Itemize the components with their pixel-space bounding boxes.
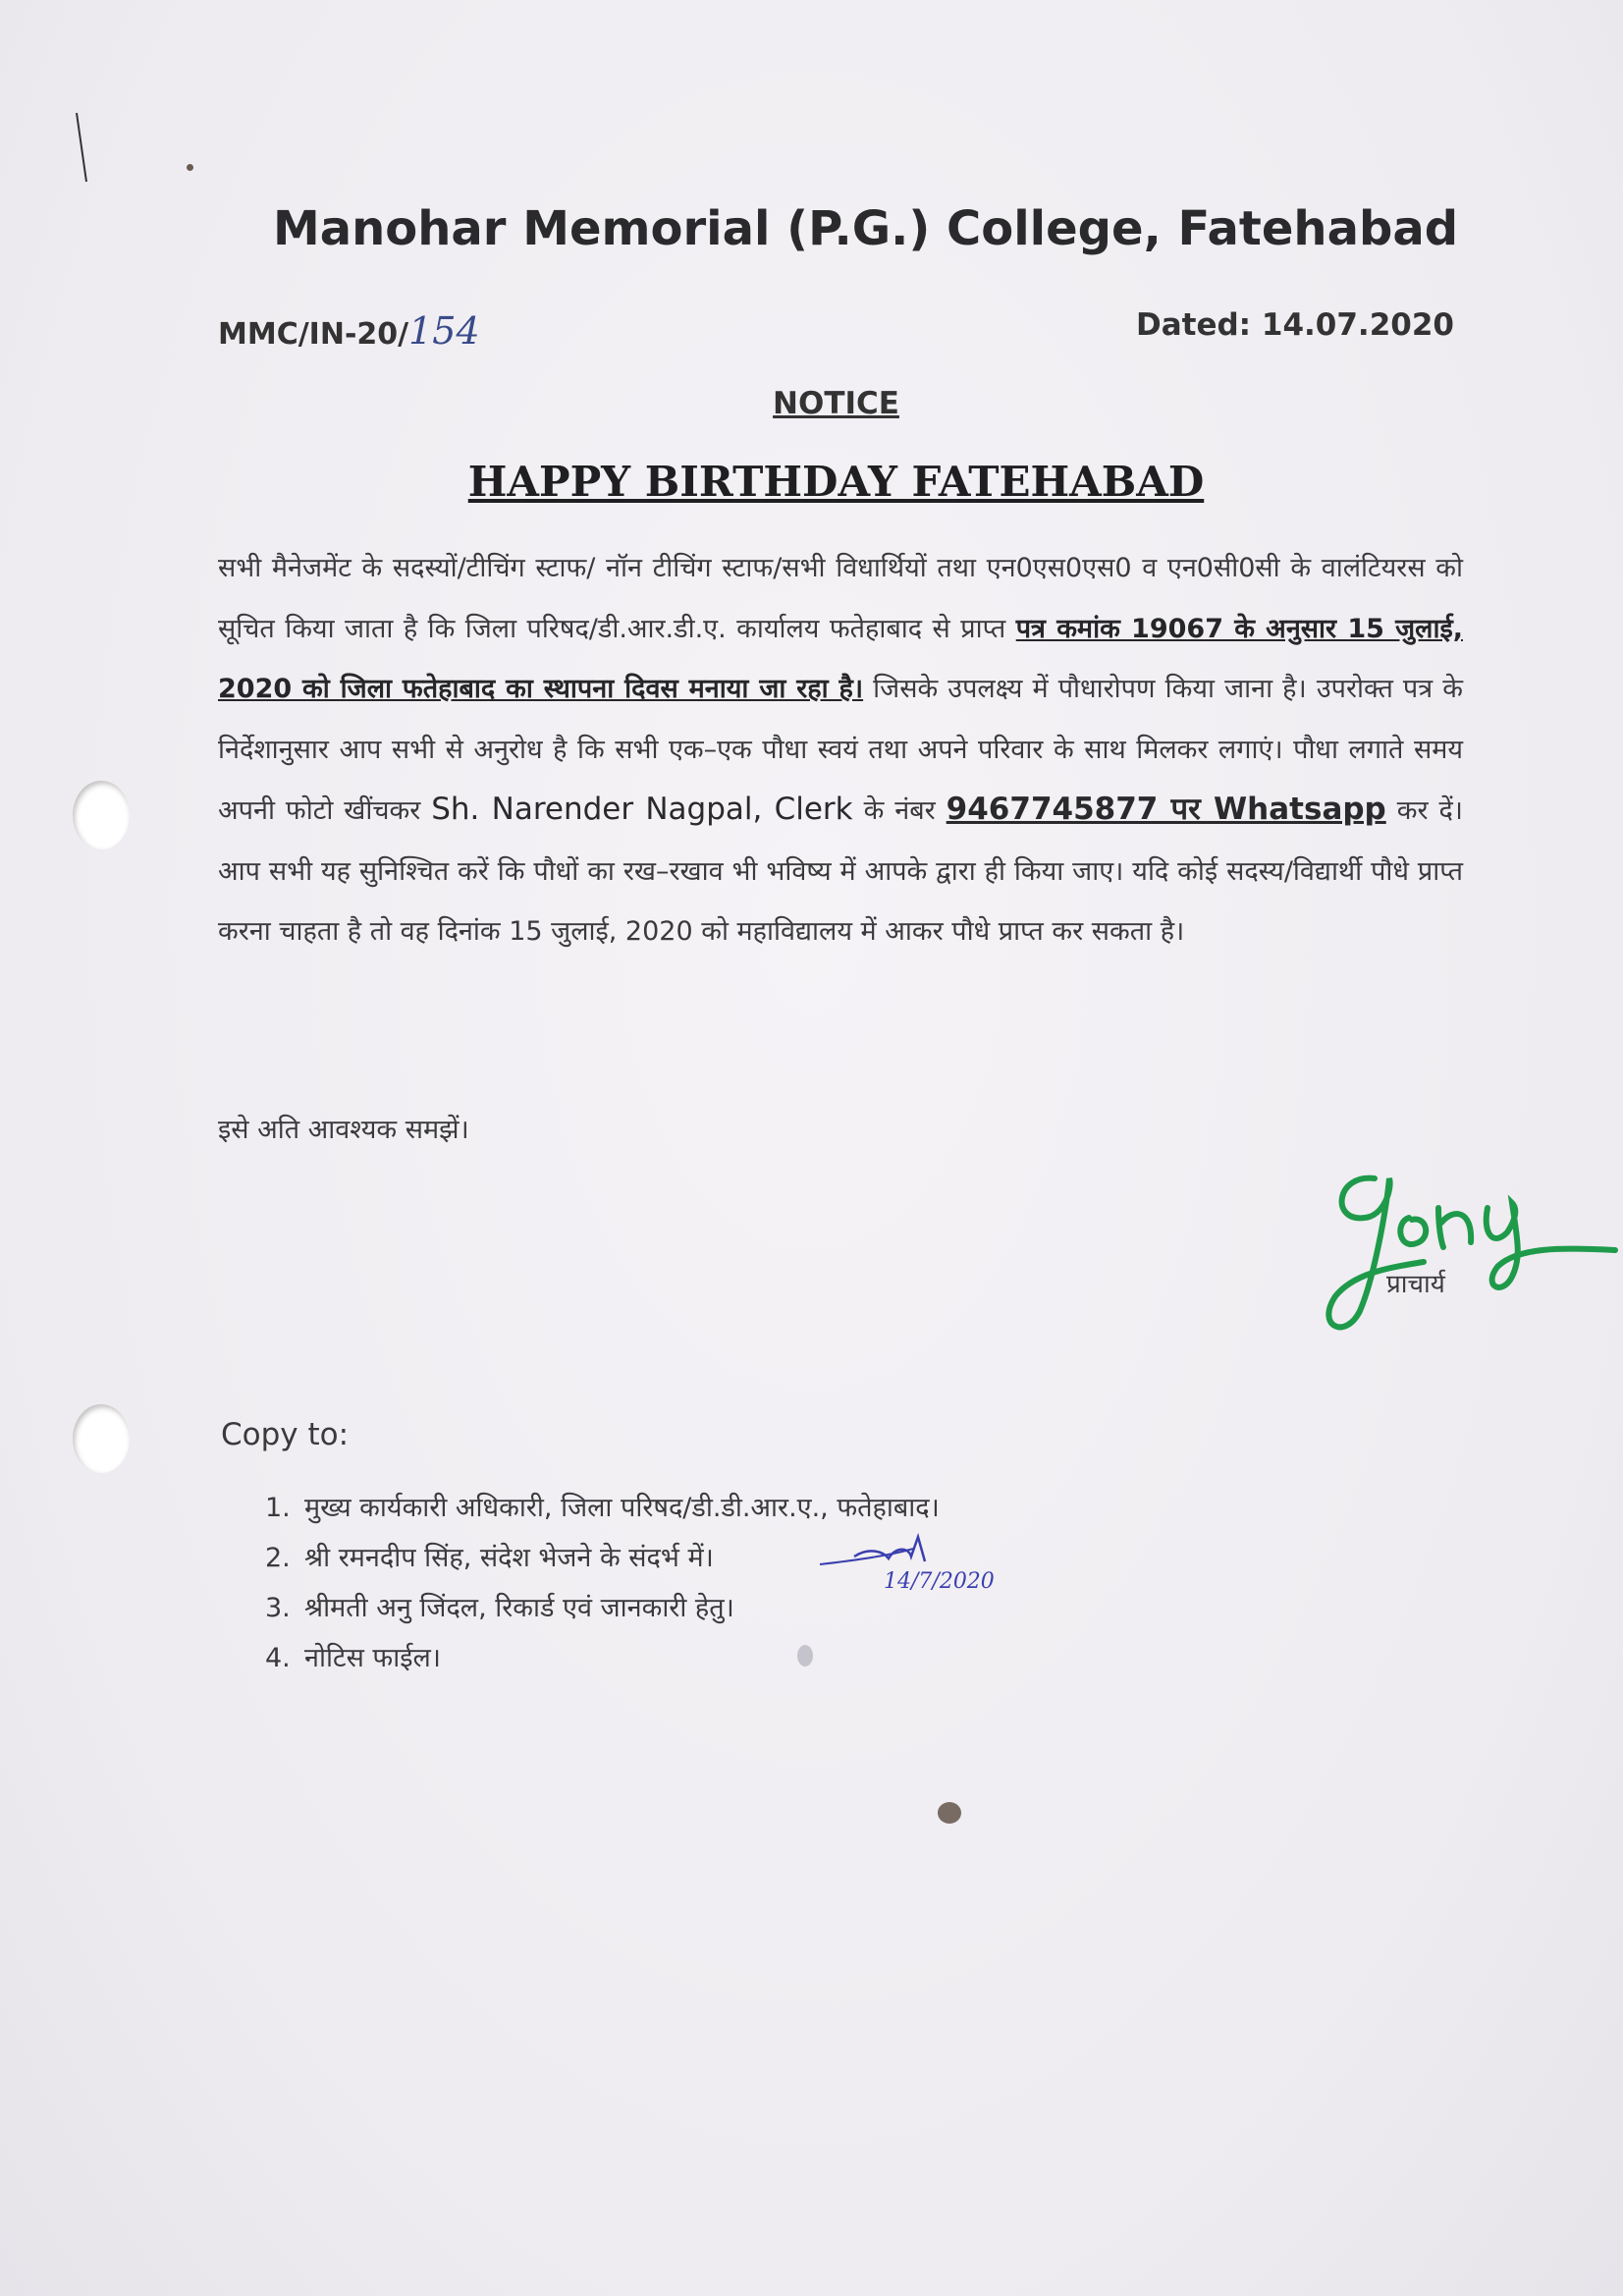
list-item: 4. नोटिस फाईल। bbox=[265, 1643, 442, 1673]
punch-hole bbox=[73, 1404, 130, 1473]
notice-label: NOTICE bbox=[773, 386, 899, 421]
list-item: 1. मुख्य कार्यकारी अधिकारी, जिला परिषद/डी.डी.आर.ए., फतेहाबाद। bbox=[265, 1493, 940, 1523]
signatory-title: प्राचार्य bbox=[1386, 1270, 1445, 1299]
list-item: 3. श्रीमती अनु जिंदल, रिकार्ड एवं जानकारी हेतु। bbox=[265, 1593, 734, 1623]
body-text-1: सभी मैनेजमेंट के सदस्यों/टीचिंग स्टाफ/ नॉन टीचिंग स्टाफ/सभी विधार्थियों तथा एन0एस0एस0 व एन0सी0सी के वालंटियरस को सूचित किया जाता है कि जिला परिषद/डी.आर.डी.ए. कार्यालय फतेहाबाद से प्राप्त bbox=[218, 553, 1463, 644]
headline: HAPPY BIRTHDAY FATEHABAD bbox=[467, 458, 1205, 506]
contact-name: Sh. Narender Nagpal, Clerk bbox=[431, 792, 853, 827]
copy-to-label: Copy to: bbox=[221, 1417, 350, 1452]
stain bbox=[938, 1802, 961, 1824]
closing-line: इसे अति आवश्यक समझें। bbox=[218, 1115, 469, 1145]
reference-number bbox=[218, 309, 480, 353]
contact-phone: 9467745877 पर Whatsapp bbox=[946, 792, 1386, 827]
body-underlined-reference: पत्र कमांक 19067 के अनुसार 15 जुलाई, 2020 को जिला फतेहाबाद का स्थापना दिवस मनाया जा रहा है। bbox=[218, 613, 1463, 704]
punch-hole bbox=[73, 781, 130, 849]
body-text-4: कर दें। आप सभी यह सुनिश्चित करें कि पौधों का रख–रखाव भी भविष्य में आपके द्वारा ही किया जाए। यदि कोई सदस्य/विद्यार्थी पौधे प्राप्त करना चाहता है तो वह दिनांक 15 जुलाई, 2020 को महाविद्यालय में आकर पौधे प्राप्त कर सकता है। bbox=[218, 795, 1464, 947]
speck bbox=[187, 164, 193, 171]
signature bbox=[1316, 1149, 1620, 1355]
pen-mark bbox=[59, 108, 98, 196]
reference-handwritten: 154 bbox=[408, 309, 480, 353]
college-name: Manohar Memorial (P.G.) College, Fatehabad bbox=[272, 201, 1459, 256]
date: Dated: 14.07.2020 bbox=[1136, 307, 1454, 343]
reference-prefix: MMC/IN-20/ bbox=[218, 317, 409, 352]
notice-body bbox=[218, 538, 1463, 962]
received-date: 14/7/2020 bbox=[884, 1569, 995, 1594]
body-text-2: जिसके उपलक्ष्य में पौधारोपण किया जाना है। उपरोक्त पत्र के निर्देशानुसार आप सभी से अनुरोध है कि सभी एक–एक पौधा स्वयं तथा अपने परिवार के साथ मिलकर लगाएं। पौधा लगाते समय अपनी फोटो खींचकर bbox=[218, 674, 1463, 826]
list-item: 2. श्री रमनदीप सिंह, संदेश भेजने के संदर्भ में। bbox=[265, 1543, 714, 1573]
received-initials bbox=[815, 1527, 1031, 1606]
body-text-3: के नंबर bbox=[852, 795, 947, 826]
